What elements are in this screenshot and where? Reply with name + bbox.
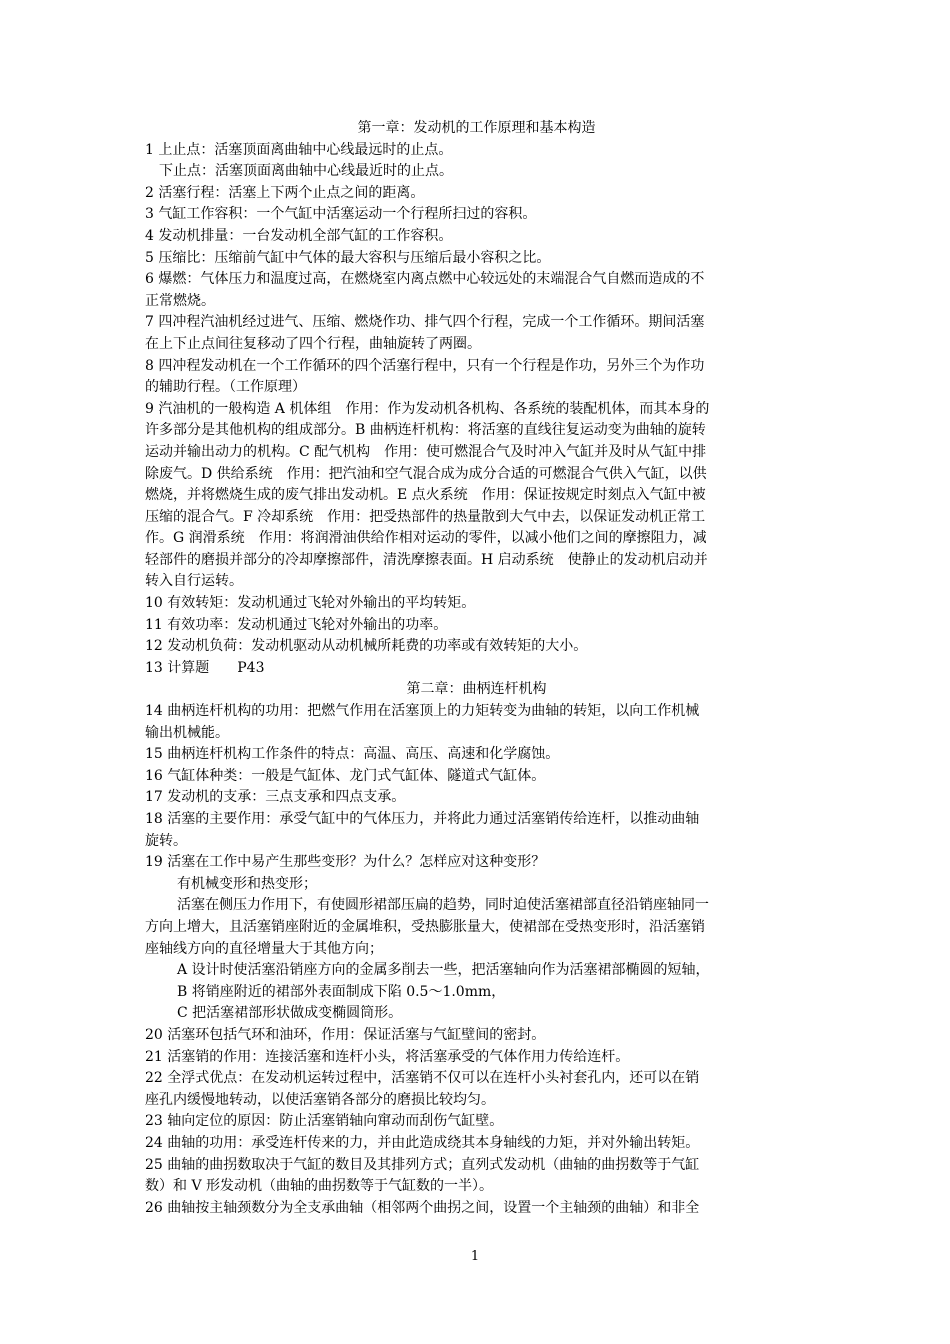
text-line: 燃烧，并将燃烧生成的废气排出发动机。E 点火系统 作用：保证按规定时刻点入气缸中被	[145, 487, 706, 504]
text-line: 13 计算题 P43	[145, 659, 265, 676]
text-line: 12 发动机负荷：发动机驱动从动机械所耗费的功率或有效转矩的大小。	[145, 638, 588, 655]
text-line: 活塞在侧压力作用下，有使圆形裙部压扁的趋势，同时迫使活塞裙部直径沿销座轴同一	[177, 897, 709, 914]
text-line: 15 曲柄连杆机构工作条件的特点：高温、高压、高速和化学腐蚀。	[145, 746, 560, 763]
text-line: 5 压缩比：压缩前气缸中气体的最大容积与压缩后最小容积之比。	[145, 249, 551, 266]
text-line: 许多部分是其他机构的组成部分。B 曲柄连杆机构：将活塞的直线往复运动变为曲轴的旋转	[145, 422, 706, 439]
text-line: 11 有效功率：发动机通过飞轮对外输出的功率。	[145, 616, 448, 633]
text-line: A 设计时使活塞沿销座方向的金属多削去一些，把活塞轴向作为活塞裙部椭圆的短轴，	[177, 962, 710, 979]
page-number: 1	[470, 1249, 480, 1264]
text-line: 旋转。	[145, 832, 187, 849]
text-line: 14 曲柄连杆机构的功用：把燃气作用在活塞顶上的力矩转变为曲轴的转矩，以向工作机械	[145, 703, 700, 720]
text-line: 25 曲轴的曲拐数取决于气缸的数目及其排列方式；直列式发动机（曲轴的曲拐数等于气缸	[145, 1156, 700, 1173]
text-line: 下止点：活塞顶面离曲轴中心线最近时的止点。	[159, 163, 453, 180]
text-line: 8 四冲程发动机在一个工作循环的四个活塞行程中，只有一个行程是作功，另外三个为作功	[145, 357, 705, 374]
text-line: 7 四冲程汽油机经过进气、压缩、燃烧作功、排气四个行程，完成一个工作循环。期间活塞	[145, 314, 705, 331]
text-line: 压缩的混合气。F 冷却系统 作用：把受热部件的热量散到大气中去，以保证发动机正常工	[145, 508, 706, 525]
text-line: 2 活塞行程：活塞上下两个止点之间的距离。	[145, 184, 425, 201]
text-line: 21 活塞销的作用：连接活塞和连杆小头，将活塞承受的气体作用力传给连杆。	[145, 1048, 630, 1065]
text-line: 4 发动机排量：一台发动机全部气缸的工作容积。	[145, 227, 453, 244]
text-line: 除废气。D 供给系统 作用：把汽油和空气混合成为成分合适的可燃混合气供入气缸，以供	[145, 465, 707, 482]
text-line: 输出机械能。	[145, 724, 229, 741]
text-line: 数）和 V 形发动机（曲轴的曲拐数等于气缸数的一半）。	[145, 1178, 494, 1195]
text-line: 9 汽油机的一般构造 A 机体组 作用：作为发动机各机构、各系统的装配机体，而其本身的	[145, 400, 710, 417]
text-line: 23 轴向定位的原因：防止活塞销轴向窜动而刮伤气缸壁。	[145, 1113, 504, 1130]
document-body	[145, 118, 808, 1219]
text-line: 18 活塞的主要作用：承受气缸中的气体压力，并将此力通过活塞销传给连杆，以推动曲轴	[145, 811, 700, 827]
text-line: 19 活塞在工作中易产生那些变形？为什么？怎样应对这种变形？	[145, 854, 546, 871]
text-line: 运动并输出动力的机构。C 配气机构 作用：使可燃混合气及时冲入气缸并及时从气缸中排	[145, 443, 707, 460]
text-line: 16 气缸体种类：一般是气缸体、龙门式气缸体、隧道式气缸体。	[145, 767, 546, 784]
text-line: C 把活塞裙部形状做成变椭圆筒形。	[177, 1005, 403, 1022]
text-line: 3 气缸工作容积：一个气缸中活塞运动一个行程所扫过的容积。	[145, 206, 537, 223]
text-line: 座轴线方向的直径增量大于其他方向；	[145, 940, 383, 957]
text-line: 作。G 润滑系统 作用：将润滑油供给作相对运动的零件，以减小他们之间的摩擦阻力，减	[145, 530, 707, 547]
text-line: 的辅助行程。（工作原理）	[145, 379, 306, 396]
text-line: 6 爆燃：气体压力和温度过高，在燃烧室内离点燃中心较远处的末端混合气自燃而造成的不	[145, 271, 705, 288]
text-line: 1 上止点：活塞顶面离曲轴中心线最远时的止点。	[145, 141, 453, 158]
text-line: 17 发动机的支承：三点支承和四点支承。	[145, 789, 406, 806]
text-line: 有机械变形和热变形；	[177, 875, 317, 892]
text-line: 26 曲轴按主轴颈数分为全支承曲轴（相邻两个曲拐之间，设置一个主轴颈的曲轴）和非全	[145, 1199, 700, 1216]
text-line: 20 活塞环包括气环和油环，作用：保证活塞与气缸壁间的密封。	[145, 1026, 546, 1043]
text-line: 10 有效转矩：发动机通过飞轮对外输出的平均转矩。	[145, 595, 476, 612]
chapter-heading: 第二章：曲柄连杆机构	[406, 681, 547, 698]
text-line: 24 曲轴的功用：承受连杆传来的力，并由此造成绕其本身轴线的力矩，并对外输出转矩。	[145, 1134, 700, 1151]
text-line: 轻部件的磨损并部分的冷却摩擦部件，清洗摩擦表面。H 启动系统 使静止的发动机启动并	[145, 551, 708, 568]
text-line: 方向上增大，且活塞销座附近的金属堆积，受热膨胀量大，使裙部在受热变形时，沿活塞销	[145, 918, 705, 935]
text-line: 转入自行运转。	[145, 573, 243, 590]
text-line: 在上下止点间往复移动了四个行程，曲轴旋转了两圈。	[145, 335, 481, 352]
text-line: B 将销座附近的裙部外表面制成下陷 0.5～1.0mm，	[177, 983, 506, 1000]
text-line: 22 全浮式优点：在发动机运转过程中，活塞销不仅可以在连杆小头衬套孔内，还可以在销	[145, 1070, 700, 1087]
text-line: 正常燃烧。	[145, 292, 215, 309]
chapter-heading: 第一章：发动机的工作原理和基本构造	[357, 120, 596, 136]
text-line: 座孔内缓慢地转动，以使活塞销各部分的磨损比较均匀。	[145, 1091, 495, 1108]
